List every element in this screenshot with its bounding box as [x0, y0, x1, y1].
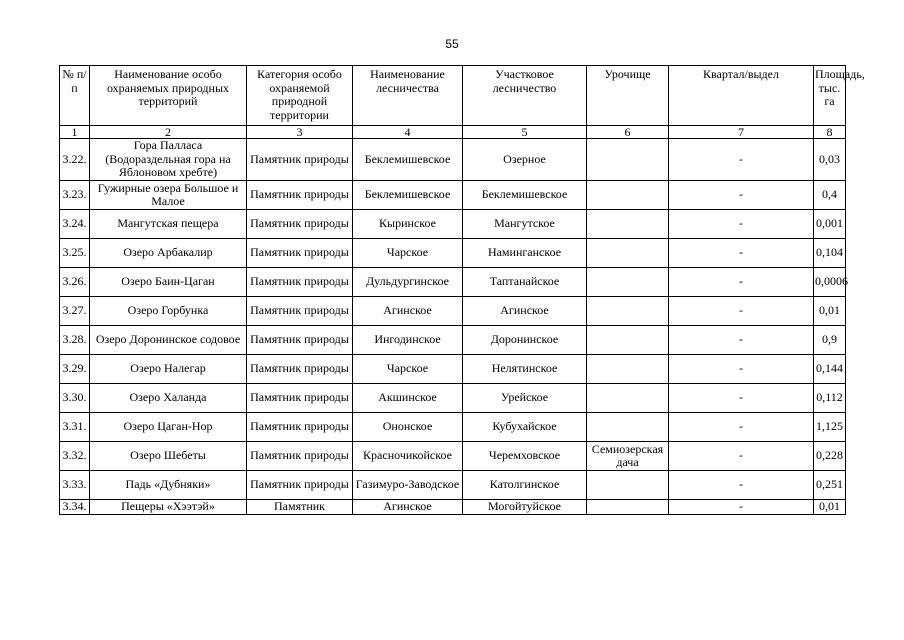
area-size-cell: 0,144: [814, 355, 846, 384]
forestry-cell: Беклемишевское: [353, 181, 463, 210]
category-cell: Памятник природы: [247, 139, 353, 181]
forestry-cell: Ононское: [353, 413, 463, 442]
area-size-cell: 0,01: [814, 500, 846, 515]
area-name-cell: Озеро Горбунка: [90, 297, 247, 326]
row-number-cell: 3.25.: [60, 239, 90, 268]
column-number: 8: [814, 126, 846, 139]
forestry-cell: Агинское: [353, 500, 463, 515]
table-row: [60, 384, 846, 413]
table-row: [60, 181, 846, 210]
quarter-cell: -: [669, 181, 814, 210]
page-number: 55: [445, 37, 459, 51]
category-cell: Памятник природы: [247, 181, 353, 210]
category-cell: Памятник природы: [247, 355, 353, 384]
header-row: [60, 66, 846, 126]
district-forestry-cell: Черемховское: [463, 442, 587, 471]
area-size-cell: 0,03: [814, 139, 846, 181]
tract-cell: [587, 268, 669, 297]
table-row: [60, 355, 846, 384]
category-cell: Памятник природы: [247, 413, 353, 442]
area-size-cell: 0,0006: [814, 268, 846, 297]
district-forestry-cell: Могойтуйское: [463, 500, 587, 515]
district-forestry-cell: Агинское: [463, 297, 587, 326]
tract-cell: [587, 326, 669, 355]
column-number-row: [60, 126, 846, 139]
row-number-cell: 3.28.: [60, 326, 90, 355]
tract-cell: [587, 355, 669, 384]
area-name-cell: Озеро Баин-Цаган: [90, 268, 247, 297]
header-cell: Категория особо охраняемой природной территории: [247, 66, 353, 126]
area-size-cell: 0,112: [814, 384, 846, 413]
row-number-cell: 3.24.: [60, 210, 90, 239]
area-name-cell: Озеро Арбакалир: [90, 239, 247, 268]
forestry-cell: Красночикойское: [353, 442, 463, 471]
forestry-cell: Беклемишевское: [353, 139, 463, 181]
area-size-cell: 0,228: [814, 442, 846, 471]
quarter-cell: -: [669, 500, 814, 515]
category-cell: Памятник природы: [247, 297, 353, 326]
table-row: [60, 413, 846, 442]
tract-cell: [587, 210, 669, 239]
column-number: 3: [247, 126, 353, 139]
row-number-cell: 3.29.: [60, 355, 90, 384]
protected-areas-table: [59, 65, 865, 515]
row-number-cell: 3.31.: [60, 413, 90, 442]
quarter-cell: -: [669, 297, 814, 326]
forestry-cell: Акшинское: [353, 384, 463, 413]
district-forestry-cell: Католгинское: [463, 471, 587, 500]
area-name-cell: Мангутская пещера: [90, 210, 247, 239]
tract-cell: [587, 181, 669, 210]
table-row: [60, 297, 846, 326]
header-cell: Квартал/выдел: [669, 66, 814, 126]
quarter-cell: -: [669, 210, 814, 239]
category-cell: Памятник природы: [247, 239, 353, 268]
area-size-cell: 0,9: [814, 326, 846, 355]
forestry-cell: Чарское: [353, 355, 463, 384]
area-size-cell: 0,001: [814, 210, 846, 239]
row-number-cell: 3.30.: [60, 384, 90, 413]
row-number-cell: 3.27.: [60, 297, 90, 326]
row-number-cell: 3.33.: [60, 471, 90, 500]
quarter-cell: -: [669, 413, 814, 442]
table-row: [60, 139, 846, 181]
category-cell: Памятник природы: [247, 442, 353, 471]
district-forestry-cell: Урейское: [463, 384, 587, 413]
area-name-cell: Гора Палласа (Водораздельная гора на Яблоновом хребте): [90, 139, 247, 181]
area-name-cell: Озеро Халанда: [90, 384, 247, 413]
category-cell: Памятник: [247, 500, 353, 515]
area-size-cell: 1,125: [814, 413, 846, 442]
table-row: [60, 442, 846, 471]
header-cell: Урочище: [587, 66, 669, 126]
header-cell: Наименование особо охраняемых природных территорий: [90, 66, 247, 126]
table-row: [60, 268, 846, 297]
tract-cell: Семиозерская дача: [587, 442, 669, 471]
forestry-cell: Ингодинское: [353, 326, 463, 355]
district-forestry-cell: Таптанайское: [463, 268, 587, 297]
quarter-cell: -: [669, 471, 814, 500]
district-forestry-cell: Нелятинское: [463, 355, 587, 384]
row-number-cell: 3.26.: [60, 268, 90, 297]
district-forestry-cell: Озерное: [463, 139, 587, 181]
category-cell: Памятник природы: [247, 384, 353, 413]
table-row: [60, 500, 846, 515]
district-forestry-cell: Кубухайское: [463, 413, 587, 442]
category-cell: Памятник природы: [247, 210, 353, 239]
area-name-cell: Озеро Налегар: [90, 355, 247, 384]
forestry-cell: Агинское: [353, 297, 463, 326]
tract-cell: [587, 297, 669, 326]
tract-cell: [587, 384, 669, 413]
tract-cell: [587, 413, 669, 442]
header-cell: Участковое лесничество: [463, 66, 587, 126]
category-cell: Памятник природы: [247, 471, 353, 500]
table-row: [60, 326, 846, 355]
forestry-cell: Газимуро-Заводское: [353, 471, 463, 500]
quarter-cell: -: [669, 384, 814, 413]
column-number: 6: [587, 126, 669, 139]
header-cell: Площадь, тыс. га: [814, 66, 846, 126]
area-name-cell: Озеро Доронинское содовое: [90, 326, 247, 355]
district-forestry-cell: Наминганское: [463, 239, 587, 268]
tract-cell: [587, 139, 669, 181]
quarter-cell: -: [669, 326, 814, 355]
area-name-cell: Падь «Дубняки»: [90, 471, 247, 500]
forestry-cell: Чарское: [353, 239, 463, 268]
quarter-cell: -: [669, 239, 814, 268]
header-cell: Наименование лесничества: [353, 66, 463, 126]
header-cell: № п/п: [60, 66, 90, 126]
category-cell: Памятник природы: [247, 268, 353, 297]
row-number-cell: 3.23.: [60, 181, 90, 210]
district-forestry-cell: Мангутское: [463, 210, 587, 239]
table-body: [60, 139, 846, 515]
area-size-cell: 0,104: [814, 239, 846, 268]
column-number: 4: [353, 126, 463, 139]
forestry-cell: Дульдургинское: [353, 268, 463, 297]
district-forestry-cell: Беклемишевское: [463, 181, 587, 210]
table-row: [60, 239, 846, 268]
column-number: 1: [60, 126, 90, 139]
table-row: [60, 210, 846, 239]
tract-cell: [587, 471, 669, 500]
area-name-cell: Озеро Шебеты: [90, 442, 247, 471]
quarter-cell: -: [669, 139, 814, 181]
column-number: 5: [463, 126, 587, 139]
district-forestry-cell: Доронинское: [463, 326, 587, 355]
area-name-cell: Пещеры «Хээтэй»: [90, 500, 247, 515]
area-size-cell: 0,251: [814, 471, 846, 500]
category-cell: Памятник природы: [247, 326, 353, 355]
quarter-cell: -: [669, 355, 814, 384]
area-name-cell: Гужирные озера Большое и Малое: [90, 181, 247, 210]
tract-cell: [587, 500, 669, 515]
column-number: 2: [90, 126, 247, 139]
quarter-cell: -: [669, 268, 814, 297]
row-number-cell: 3.32.: [60, 442, 90, 471]
tract-cell: [587, 239, 669, 268]
column-number: 7: [669, 126, 814, 139]
area-size-cell: 0,01: [814, 297, 846, 326]
area-size-cell: 0,4: [814, 181, 846, 210]
row-number-cell: 3.22.: [60, 139, 90, 181]
quarter-cell: -: [669, 442, 814, 471]
table-row: [60, 471, 846, 500]
row-number-cell: 3.34.: [60, 500, 90, 515]
area-name-cell: Озеро Цаган-Нор: [90, 413, 247, 442]
forestry-cell: Кыринское: [353, 210, 463, 239]
